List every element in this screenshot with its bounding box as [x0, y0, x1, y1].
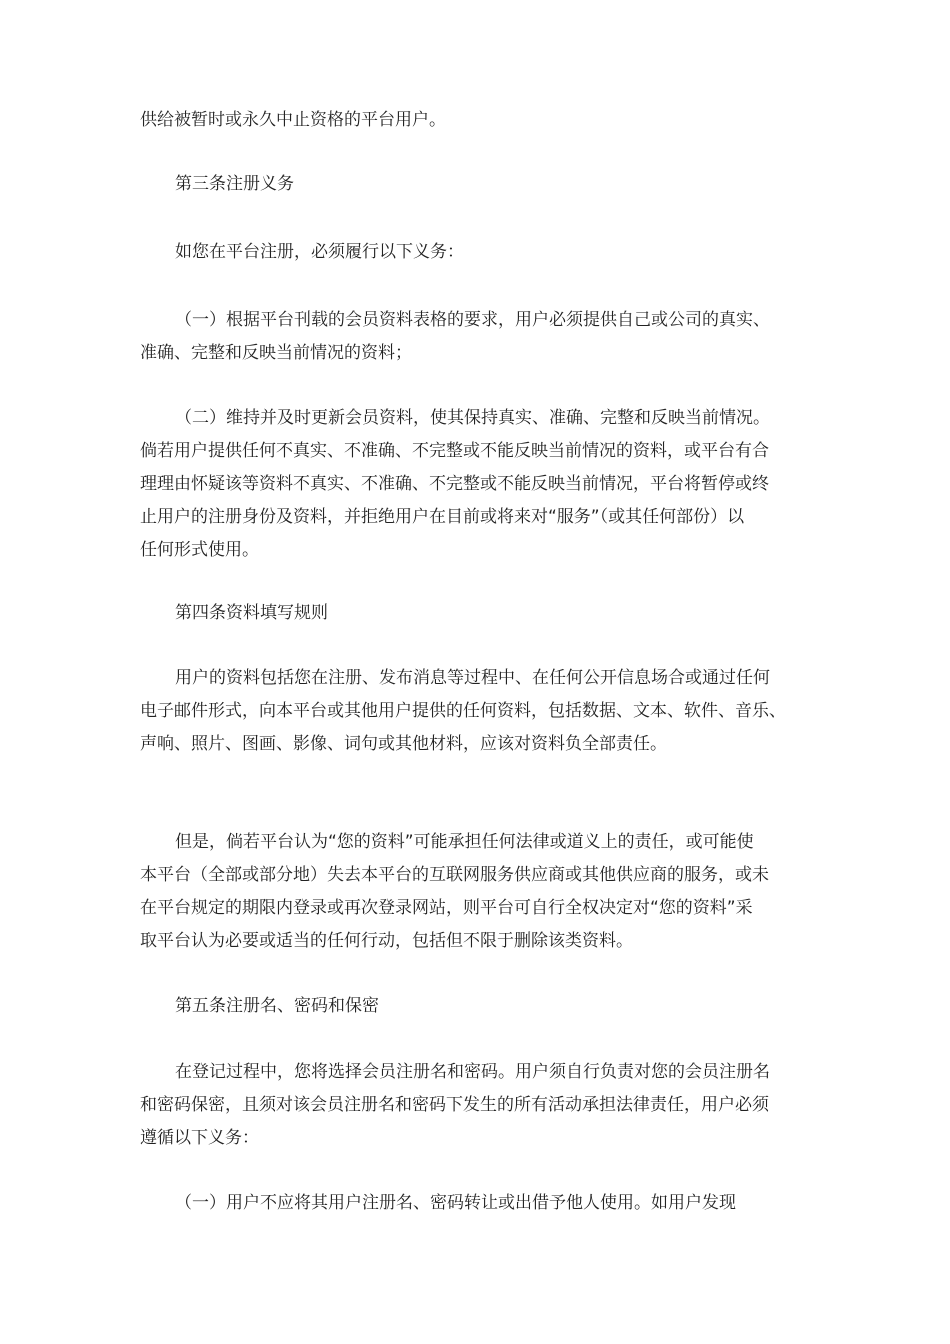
section-heading-5	[140, 990, 820, 1023]
text-line: 倘若用户提供任何不真实、不准确、不完整或不能反映当前情况的资料，或平台有合	[140, 441, 769, 461]
text-line: 供给被暂时或永久中止资格的平台用户。	[140, 110, 446, 130]
text-line: 准确、完整和反映当前情况的资料；	[140, 343, 412, 363]
text-line: 任何形式使用。	[140, 540, 259, 560]
text-line: （一）用户不应将其用户注册名、密码转让或出借予他人使用。如用户发现	[175, 1193, 736, 1213]
text-line: 用户的资料包括您在注册、发布消息等过程中、在任何公开信息场合或通过任何	[175, 668, 770, 688]
text-line: （一）根据平台刊载的会员资料表格的要求，用户必须提供自己或公司的真实、	[175, 310, 770, 330]
section-heading: 第五条注册名、密码和保密	[175, 996, 379, 1016]
section-heading-3	[140, 168, 820, 201]
text-line: 止用户的注册身份及资料，并拒绝用户在目前或将来对“服务”（或其任何部份）以	[140, 507, 745, 527]
paragraph-data-rules	[140, 662, 820, 761]
paragraph-registration-intro	[140, 236, 820, 269]
section-heading: 第三条注册义务	[175, 174, 294, 194]
text-line: 但是，倘若平台认为“您的资料”可能承担任何法律或道义上的责任，或可能使	[175, 832, 754, 852]
paragraph-password-obligation-1	[140, 1187, 820, 1220]
text-line: （二）维持并及时更新会员资料，使其保持真实、准确、完整和反映当前情况。	[175, 408, 770, 428]
paragraph-obligation-2	[140, 402, 820, 567]
text-line: 取平台认为必要或适当的任何行动，包括但不限于删除该类资料。	[140, 931, 633, 951]
text-line: 本平台（全部或部分地）失去本平台的互联网服务供应商或其他供应商的服务，或未	[140, 865, 769, 885]
paragraph-platform-actions	[140, 826, 820, 958]
text-line: 如您在平台注册，必须履行以下义务：	[175, 242, 464, 262]
paragraph-obligation-1	[140, 304, 820, 370]
text-line: 在登记过程中，您将选择会员注册名和密码。用户须自行负责对您的会员注册名	[175, 1062, 770, 1082]
paragraph-continuation	[140, 104, 820, 137]
paragraph-password-confidentiality	[140, 1056, 820, 1155]
text-line: 理理由怀疑该等资料不真实、不准确、不完整或不能反映当前情况，平台将暂停或终	[140, 474, 769, 494]
text-line: 遵循以下义务：	[140, 1128, 259, 1148]
section-heading-4	[140, 597, 820, 630]
text-line: 声响、照片、图画、影像、词句或其他材料，应该对资料负全部责任。	[140, 734, 667, 754]
text-line: 和密码保密，且须对该会员注册名和密码下发生的所有活动承担法律责任，用户必须	[140, 1095, 769, 1115]
section-heading: 第四条资料填写规则	[175, 603, 328, 623]
text-line: 在平台规定的期限内登录或再次登录网站，则平台可自行全权决定对“您的资料”采	[140, 898, 753, 918]
text-line: 电子邮件形式，向本平台或其他用户提供的任何资料，包括数据、文本、软件、音乐、	[140, 701, 786, 721]
